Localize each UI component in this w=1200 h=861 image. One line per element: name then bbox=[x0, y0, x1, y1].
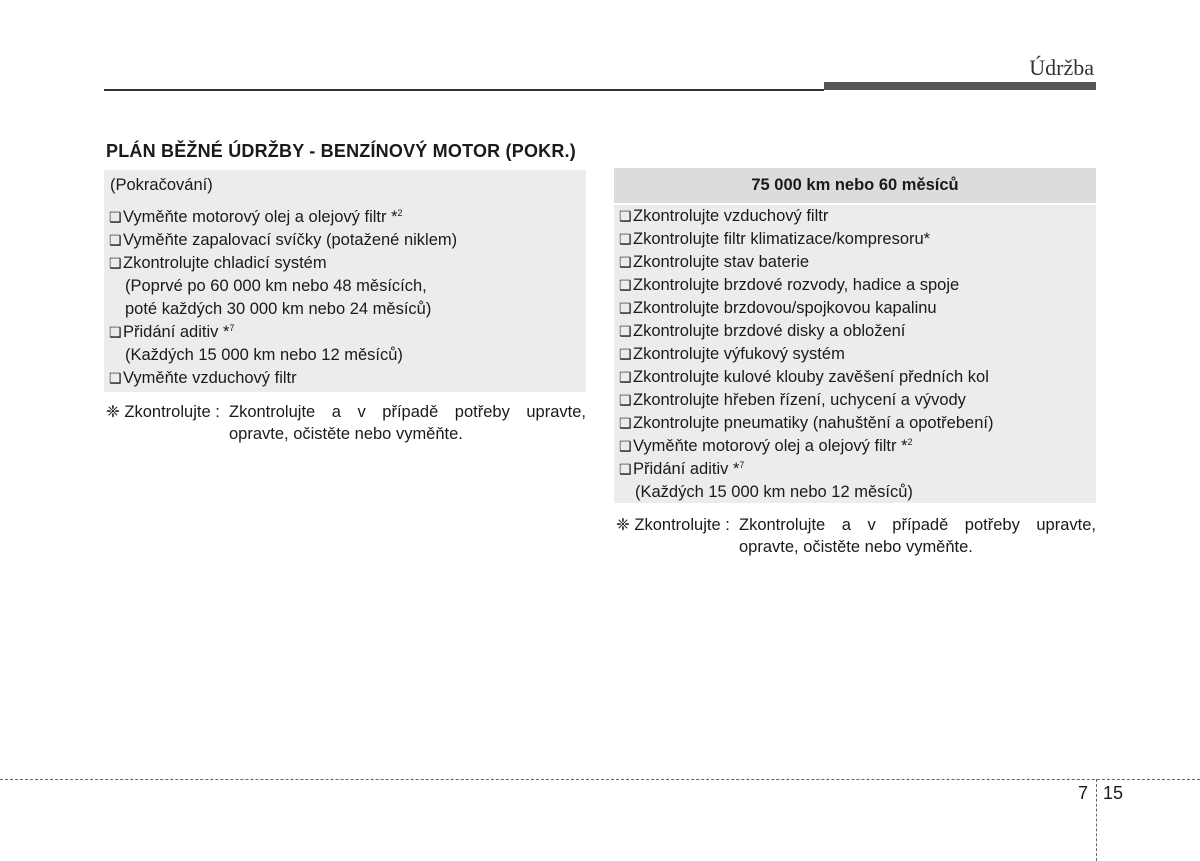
inspect-note-label: ❈ Zkontrolujte : bbox=[106, 403, 220, 421]
checklist-item-text: Přidání aditiv * bbox=[633, 460, 740, 478]
inspect-note bbox=[616, 514, 1096, 558]
checklist-item bbox=[619, 435, 1096, 458]
inspect-note-text: Zkontrolujte a v případě potřeby upravte, opravte, očistěte nebo vyměňte. bbox=[739, 516, 1096, 556]
checkbox-icon: ❑ bbox=[619, 277, 632, 293]
footnote-marker: 2 bbox=[397, 208, 403, 218]
maintenance-panel-continued bbox=[104, 170, 586, 392]
checkbox-icon: ❑ bbox=[619, 438, 632, 454]
checklist-item bbox=[619, 274, 1096, 297]
checkbox-icon: ❑ bbox=[109, 255, 122, 271]
checklist-item bbox=[619, 412, 1096, 435]
inspect-note-label: ❈ Zkontrolujte : bbox=[616, 516, 730, 534]
checklist-item-text: Zkontrolujte pneumatiky (nahuštění a opotřebení) bbox=[633, 414, 994, 432]
checklist-item bbox=[619, 458, 1096, 481]
checklist-item bbox=[619, 297, 1096, 320]
checklist-item bbox=[109, 229, 586, 252]
checklist-item-text: Zkontrolujte stav baterie bbox=[633, 253, 810, 271]
checklist-item bbox=[619, 320, 1096, 343]
checkbox-icon: ❑ bbox=[619, 300, 632, 316]
checklist-item bbox=[109, 321, 586, 344]
chapter-header-title: Údržba bbox=[1029, 55, 1094, 80]
maintenance-item-list bbox=[104, 198, 586, 390]
checklist-item bbox=[109, 252, 586, 275]
checklist-item bbox=[619, 228, 1096, 251]
checkbox-icon: ❑ bbox=[619, 254, 632, 270]
checklist-item-text: Přidání aditiv * bbox=[123, 323, 230, 341]
checkbox-icon: ❑ bbox=[619, 346, 632, 362]
checklist-item bbox=[619, 389, 1096, 412]
header-rule bbox=[104, 89, 824, 91]
footnote-marker: 2 bbox=[907, 437, 913, 447]
inspect-note-text: Zkontrolujte a v případě potřeby upravte, opravte, očistěte nebo vyměňte. bbox=[229, 403, 586, 443]
checklist-item bbox=[619, 343, 1096, 366]
checklist-item bbox=[619, 251, 1096, 274]
footer-divider bbox=[1096, 779, 1097, 861]
section-title: PLÁN BĚŽNÉ ÚDRŽBY - BENZÍNOVÝ MOTOR (POKR.) bbox=[106, 141, 576, 161]
checklist-item-text: Zkontrolujte brzdové rozvody, hadice a spoje bbox=[633, 276, 960, 294]
checklist-item-text: Zkontrolujte výfukový systém bbox=[633, 345, 845, 363]
checklist-item-text: Vyměňte zapalovací svíčky (potažené niklem) bbox=[123, 231, 458, 249]
footnote-marker: 7 bbox=[229, 323, 235, 333]
checklist-item-text: Vyměňte vzduchový filtr bbox=[123, 369, 297, 387]
checkbox-icon: ❑ bbox=[109, 324, 122, 340]
checklist-item bbox=[109, 206, 586, 229]
checklist-item-text: Vyměňte motorový olej a olejový filtr * bbox=[633, 437, 908, 455]
checklist-item-text: Zkontrolujte vzduchový filtr bbox=[633, 207, 829, 225]
page-number: 15 bbox=[1103, 783, 1124, 803]
continuation-label: (Pokračování) bbox=[110, 176, 213, 194]
inspect-note bbox=[106, 401, 586, 445]
checklist-item-text: Zkontrolujte filtr klimatizace/kompresoru* bbox=[633, 230, 931, 248]
checklist-item bbox=[619, 366, 1096, 389]
checklist-item-text: Zkontrolujte brzdovou/spojkovou kapalinu bbox=[633, 299, 937, 317]
checkbox-icon: ❑ bbox=[619, 392, 632, 408]
checkbox-icon: ❑ bbox=[619, 415, 632, 431]
checklist-item bbox=[109, 367, 586, 390]
checklist-item-text: Vyměňte motorový olej a olejový filtr * bbox=[123, 208, 398, 226]
maintenance-item-list bbox=[614, 205, 1096, 504]
checkbox-icon: ❑ bbox=[619, 369, 632, 385]
checklist-item-text: Zkontrolujte hřeben řízení, uchycení a vývody bbox=[633, 391, 966, 409]
footer-rule bbox=[0, 779, 1200, 780]
interval-heading: 75 000 km nebo 60 měsíců bbox=[614, 168, 1096, 205]
checkbox-icon: ❑ bbox=[619, 323, 632, 339]
checklist-item-detail: (Poprvé po 60 000 km nebo 48 měsících, bbox=[125, 277, 427, 295]
checkbox-icon: ❑ bbox=[619, 461, 632, 477]
checkbox-icon: ❑ bbox=[109, 209, 122, 225]
checklist-item-text: Zkontrolujte brzdové disky a obložení bbox=[633, 322, 906, 340]
maintenance-panel-75000 bbox=[614, 168, 1096, 503]
checklist-item-detail: poté každých 30 000 km nebo 24 měsíců) bbox=[125, 300, 432, 318]
checkbox-icon: ❑ bbox=[109, 370, 122, 386]
checklist-item-detail: (Každých 15 000 km nebo 12 měsíců) bbox=[125, 346, 403, 364]
footnote-marker: 7 bbox=[739, 460, 745, 470]
checklist-item bbox=[619, 205, 1096, 228]
checklist-item-detail: (Každých 15 000 km nebo 12 měsíců) bbox=[635, 483, 913, 501]
checklist-item-text: Zkontrolujte kulové klouby zavěšení předních kol bbox=[633, 368, 989, 386]
checkbox-icon: ❑ bbox=[619, 231, 632, 247]
header-rule-accent bbox=[824, 82, 1096, 90]
checkbox-icon: ❑ bbox=[109, 232, 122, 248]
checklist-item-text: Zkontrolujte chladicí systém bbox=[123, 254, 327, 272]
chapter-number: 7 bbox=[1078, 783, 1089, 803]
checkbox-icon: ❑ bbox=[619, 208, 632, 224]
